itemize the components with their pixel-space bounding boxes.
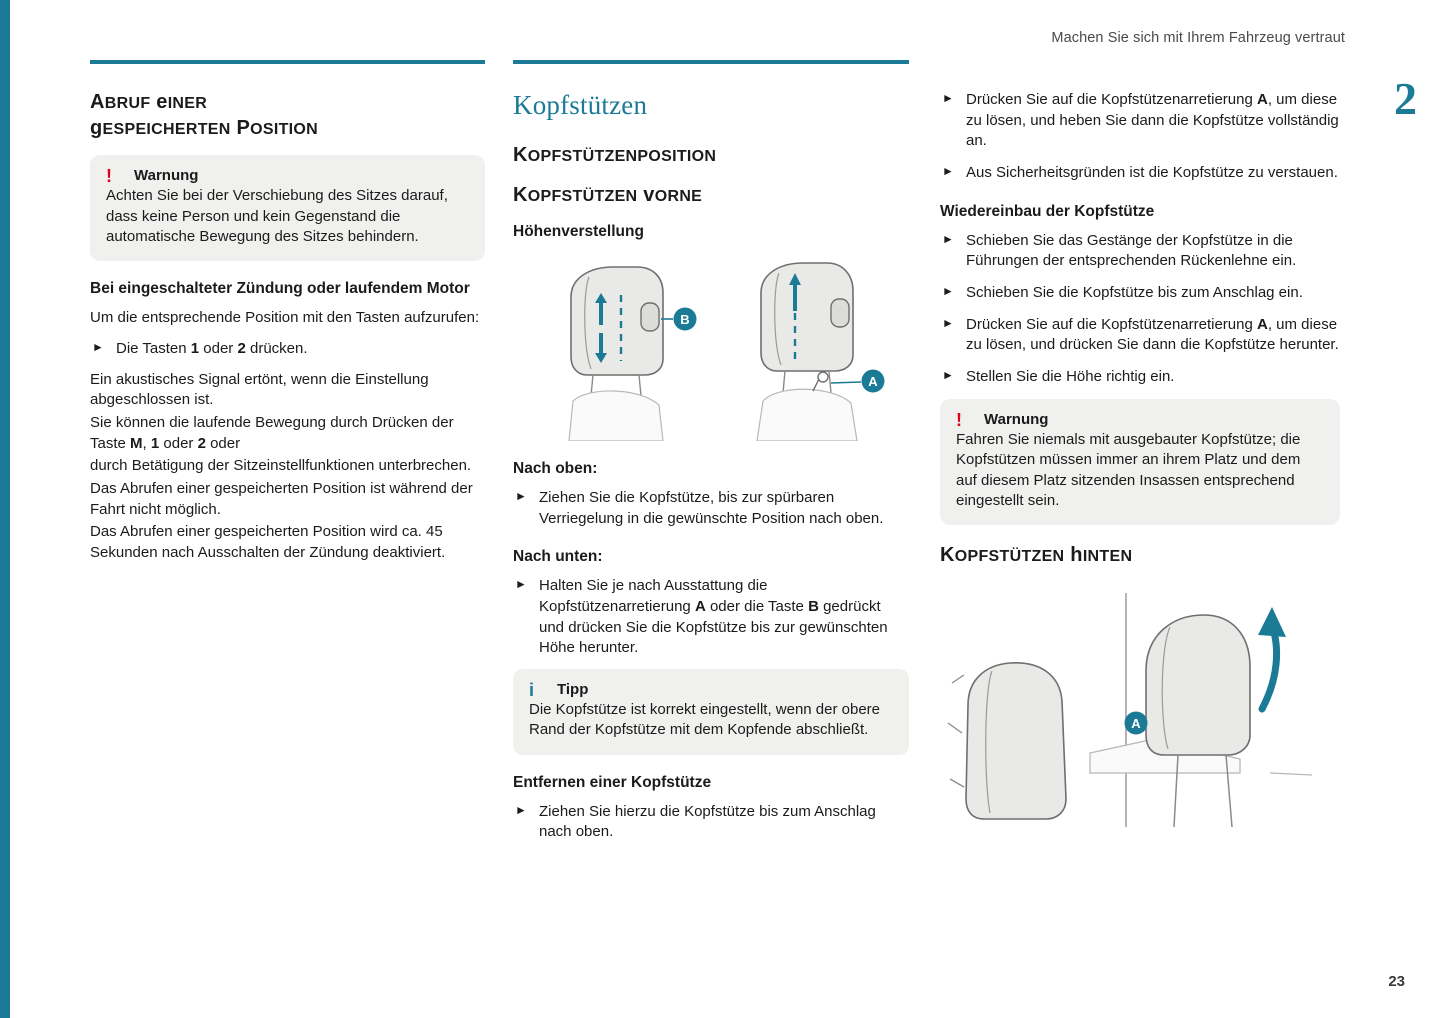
bullet-list-downwards [513,576,909,659]
rear-headrest-right-graphic [1125,607,1313,827]
bullet-list-upwards [513,488,909,529]
paragraph-interrupt-2: durch Betätigung der Sitzeinstellfunktionen unterbrechen. [90,457,472,475]
bullet-list-recall [90,339,485,360]
warning-icon: ! [106,166,112,187]
tip-text: Die Kopfstütze ist korrekt eingestellt, wenn der obere Rand der Kopfstütze mit dem Kopfende abschließt. [529,701,881,739]
list-item: ► Stellen Sie die Höhe richtig ein. [940,367,1340,388]
callout-badge-a-rear-label: A [1131,715,1141,731]
page-number: 23 [1388,973,1405,990]
headrest-left-graphic [569,267,697,441]
info-icon: i [529,680,535,701]
tip-callout [513,669,909,755]
section-title-line2: gESPEICHERTEN POSITION [90,116,318,139]
subheading-upwards: Nach oben: [513,460,598,478]
subheading-ignition: Bei eingeschalteter Zündung oder laufendem Motor [90,280,470,298]
column-three [940,60,1340,849]
warning-heading: Warnung [134,167,199,185]
figure-front-headrest [513,251,909,441]
list-item: ► Die Tasten 1 oder 2 drücken. [90,339,485,360]
top-rule-middle [513,60,909,64]
bullet-list-refit [940,231,1340,388]
paragraph-deactivate: Das Abrufen einer gespeicherten Position wird ca. 45 Sekunden nach Ausschalten der Zündung deaktiviert. [90,523,446,562]
list-item: ► Aus Sicherheitsgründen ist die Kopfstütze zu verstauen. [940,163,1340,184]
rear-headrest-illustration [940,583,1340,833]
figure-rear-headrest [940,583,1340,833]
subheading-refit-headrest: Wiedereinbau der Kopfstütze [940,202,1155,220]
subheading-remove-headrest: Entfernen einer Kopfstütze [513,773,712,791]
tip-heading: Tipp [557,681,589,699]
list-item: ► Halten Sie je nach Ausstattung die Kopfstützenarretierung A oder die Taste B gedrückt und drücken Sie die Kopfstütze bis zur gewünschten Höhe herunter. [513,576,909,659]
top-rule-left [90,60,485,64]
subheading-downwards: Nach unten: [513,548,603,566]
subheading-height-adjust: Höhenverstellung [513,223,644,241]
heading-headrest-rear: KOPFSTÜTZEN hINTEN [940,544,1133,567]
running-header: Machen Sie sich mit Ihrem Fahrzeug vertraut [1051,30,1345,46]
list-item: ► Drücken Sie auf die Kopfstützenarretierung A, um diese zu lösen, und drücken Sie dann die Kopfstütze herunter. [940,315,1340,356]
warning-callout-right [940,399,1340,526]
paragraph-driving: Das Abrufen einer gespeicherten Position ist während der Fahrt nicht möglich. [90,480,473,518]
front-headrest-illustration [513,251,909,441]
bullet-list-remove-cont [940,90,1340,184]
section-title-line1: ABRUF eINER [90,91,208,113]
callout-badge-b-label: B [680,312,690,328]
warning-icon: ! [956,409,962,430]
warning-heading: Warnung [984,410,1049,428]
page-edge-bar [0,0,10,1018]
list-item: ► Schieben Sie das Gestänge der Kopfstütze in die Führungen der entsprechenden Rückenlehne ein. [940,231,1340,272]
paragraph-interrupt-1: Sie können die laufende Bewegung durch Drücken der Taste M, 1 oder 2 oder [90,414,454,452]
rear-headrest-left-graphic [948,663,1066,819]
column-one [90,60,485,574]
section-title-recall [90,90,485,141]
warning-callout-left [90,155,485,261]
column-two [513,60,909,853]
top-rule-right [940,60,1340,64]
bullet-list-remove [513,802,909,843]
paragraph-intro: Um die entsprechende Position mit den Tasten aufzurufen: [90,309,480,327]
list-item: ► Drücken Sie auf die Kopfstützenarretierung A, um diese zu lösen, und heben Sie dann die Kopfstütze vollständig an. [940,90,1340,152]
callout-badge-a-front-label: A [868,374,878,390]
headrest-right-graphic [757,263,885,441]
chapter-number: 2 [1394,73,1417,124]
paragraph-signal: Ein akustisches Signal ertönt, wenn die Einstellung abgeschlossen ist. [90,370,429,409]
heading-headrest-position: KOPFSTÜTZENPOSITION [513,144,717,166]
heading-headrest-front: KOPFSTÜTZEN vORNE [513,183,703,206]
list-item: ► Ziehen Sie die Kopfstütze, bis zur spürbaren Verriegelung in die gewünschte Position nach oben. [513,488,909,529]
list-item: ► Schieben Sie die Kopfstütze bis zum Anschlag ein. [940,283,1340,304]
warning-text: Fahren Sie niemals mit ausgebauter Kopfstütze; die Kopfstützen müssen immer an ihrem Platz und dem auf diesem Platz sitzenden Insassen entsprechend eingestellt sein. [956,430,1301,509]
page-title: Kopfstützen [513,90,648,120]
list-item: ► Ziehen Sie hierzu die Kopfstütze bis zum Anschlag nach oben. [513,802,909,843]
warning-text: Achten Sie bei der Verschiebung des Sitzes darauf, dass keine Person und kein Gegenstand die automatische Bewegung des Sitzes behindern. [106,187,448,245]
